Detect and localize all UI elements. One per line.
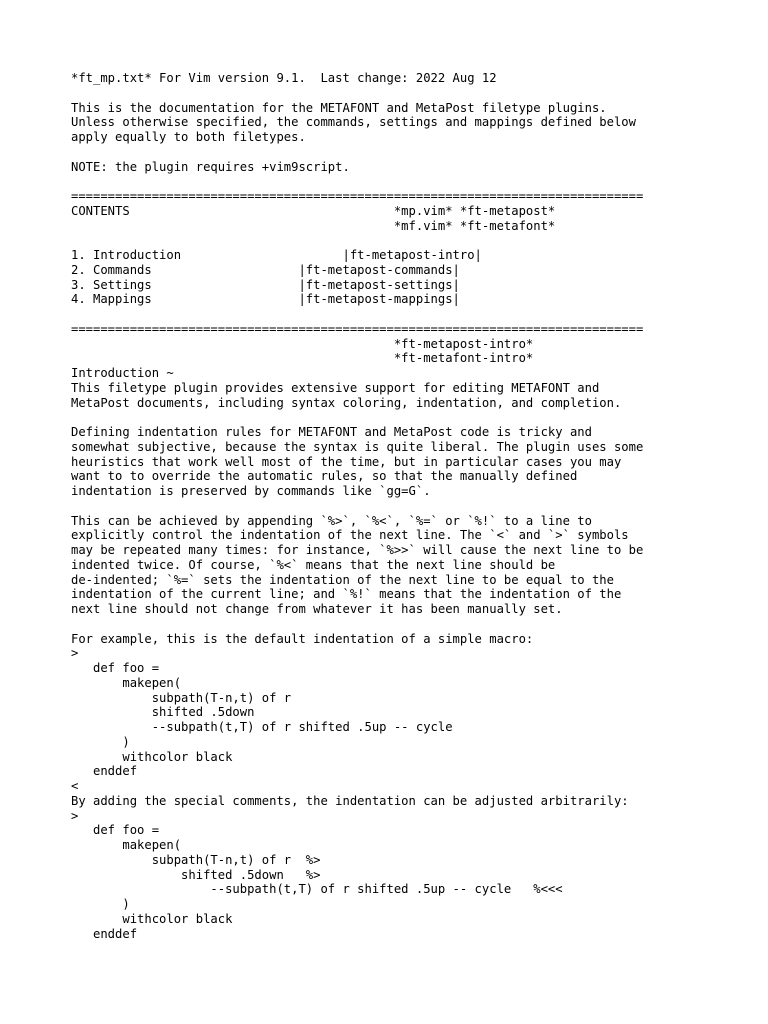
text-line: subpath(T-n,t) of r — [71, 690, 292, 705]
text-line — [71, 410, 711, 425]
text-line: For example, this is the default indentation of a simple macro: — [71, 631, 534, 646]
text-line: ============================================================================== — [71, 189, 644, 203]
text-line: heuristics that work well most of the time, but in particular cases you may — [71, 454, 622, 469]
text-line — [71, 233, 711, 248]
text-line — [71, 174, 711, 189]
text-line: CONTENTS *mp.vim* *ft-metapost* — [71, 203, 556, 218]
text-line: NOTE: the plugin requires +vim9script. — [71, 159, 350, 174]
text-line: de-indented; `%=` sets the indentation of the next line to be equal to the — [71, 572, 614, 587]
text-line: enddef — [71, 764, 138, 779]
text-line: indentation of the current line; and `%!` means that the indentation of the — [71, 587, 622, 602]
text-line: 4. Mappings |ft-metapost-mappings| — [71, 292, 460, 307]
text-line: explicitly control the indentation of the next line. The `<` and `>` symbols — [71, 528, 629, 543]
text-line: *mf.vim* *ft-metafont* — [71, 218, 556, 233]
text-line: apply equally to both filetypes. — [71, 130, 306, 144]
text-line: makepen( — [71, 838, 182, 852]
text-line: Defining indentation rules for METAFONT and MetaPost code is tricky and — [71, 425, 592, 439]
text-line: somewhat subjective, because the syntax is quite liberal. The plugin uses some — [71, 439, 644, 454]
text-line: This filetype plugin provides extensive support for editing METAFONT and — [71, 380, 600, 395]
text-line: withcolor black — [71, 911, 233, 926]
text-line: may be repeated many times: for instance, `%>>` will cause the next line to be — [71, 543, 644, 557]
text-line: withcolor black — [71, 749, 233, 764]
text-line: > — [71, 808, 79, 823]
text-line: ) — [71, 897, 130, 911]
text-line — [71, 145, 711, 160]
text-line: indented twice. Of course, `%<` means that the next line should be — [71, 557, 556, 572]
text-line: Unless otherwise specified, the commands, settings and mappings defined below — [71, 115, 636, 130]
text-line — [71, 307, 711, 322]
text-line: want to to override the automatic rules, so that the manually defined — [71, 469, 578, 484]
text-line: makepen( — [71, 675, 182, 690]
text-line: --subpath(t,T) of r shifted .5up -- cycle — [71, 720, 453, 734]
text-line — [71, 499, 711, 514]
text-line — [71, 86, 711, 101]
text-line: --subpath(t,T) of r shifted .5up -- cycle %<<< — [71, 882, 563, 897]
text-line: def foo = — [71, 661, 160, 675]
text-line: < — [71, 779, 79, 793]
text-line: Introduction ~ — [71, 366, 174, 380]
text-line: indentation is preserved by commands like `gg=G`. — [71, 484, 431, 498]
text-line: *ft-metafont-intro* — [71, 351, 534, 366]
text-line: next line should not change from whatever it has been manually set. — [71, 602, 563, 616]
text-line: shifted .5down %> — [71, 867, 321, 882]
text-line — [71, 617, 711, 632]
text-line: enddef — [71, 926, 138, 941]
text-line: By adding the special comments, the indentation can be adjusted arbitrarily: — [71, 793, 629, 808]
text-line: ) — [71, 734, 130, 749]
text-line: ============================================================================== — [71, 321, 644, 336]
text-line: 1. Introduction |ft-metapost-intro| — [71, 248, 482, 262]
text-line: subpath(T-n,t) of r %> — [71, 852, 321, 867]
text-line: *ft-metapost-intro* — [71, 336, 534, 351]
text-line: This can be achieved by appending `%>`, `%<`, `%=` or `%!` to a line to — [71, 513, 592, 528]
help-document — [71, 71, 711, 941]
text-line: 3. Settings |ft-metapost-settings| — [71, 277, 460, 292]
text-line: def foo = — [71, 823, 160, 838]
text-line: 2. Commands |ft-metapost-commands| — [71, 262, 460, 277]
text-line: *ft_mp.txt* For Vim version 9.1. Last change: 2022 Aug 12 — [71, 71, 497, 85]
text-line: MetaPost documents, including syntax coloring, indentation, and completion. — [71, 395, 622, 410]
text-line: > — [71, 646, 79, 661]
text-line: shifted .5down — [71, 705, 255, 720]
text-line: This is the documentation for the METAFONT and MetaPost filetype plugins. — [71, 100, 607, 115]
